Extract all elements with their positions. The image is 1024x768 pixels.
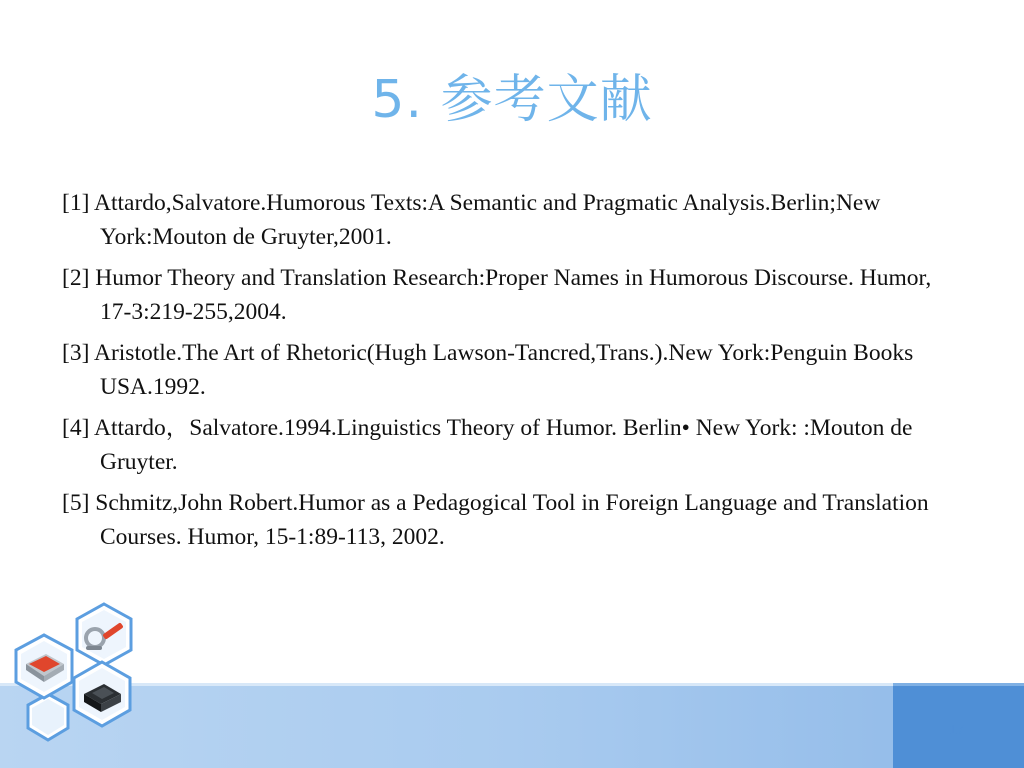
reference-item: [3] Aristotle.The Art of Rhetoric(Hugh Lawson-Tancred,Trans.).New York:Penguin Books USA.1992.	[62, 340, 914, 400]
reference-item: [4] Attardo，Salvatore.1994.Linguistics Theory of Humor. Berlin• New York: :Mouton de Gruyter.	[62, 415, 913, 475]
hexagon-empty-icon	[28, 694, 68, 740]
hexagon-device-icon	[74, 662, 130, 726]
hexagon-red-disk-icon	[16, 635, 72, 698]
reference-item: [2] Humor Theory and Translation Research:Proper Names in Humorous Discourse. Humor, 17-3:219-255,2004.	[62, 265, 932, 325]
slide-title: 5. 参考文献	[371, 70, 653, 130]
hexagon-gear-icon	[77, 604, 131, 665]
reference-item: [5] Schmitz,John Robert.Humor as a Pedagogical Tool in Foreign Language and Translation Courses. Humor, 15-1:89-113, 2002.	[62, 490, 929, 550]
hexagon-emblem	[0, 598, 160, 768]
reference-item: [1] Attardo,Salvatore.Humorous Texts:A Semantic and Pragmatic Analysis.Berlin;New York:Mouton de Gruyter,2001.	[62, 190, 881, 250]
page-number: 17	[949, 722, 964, 737]
reference-list	[62, 186, 962, 561]
